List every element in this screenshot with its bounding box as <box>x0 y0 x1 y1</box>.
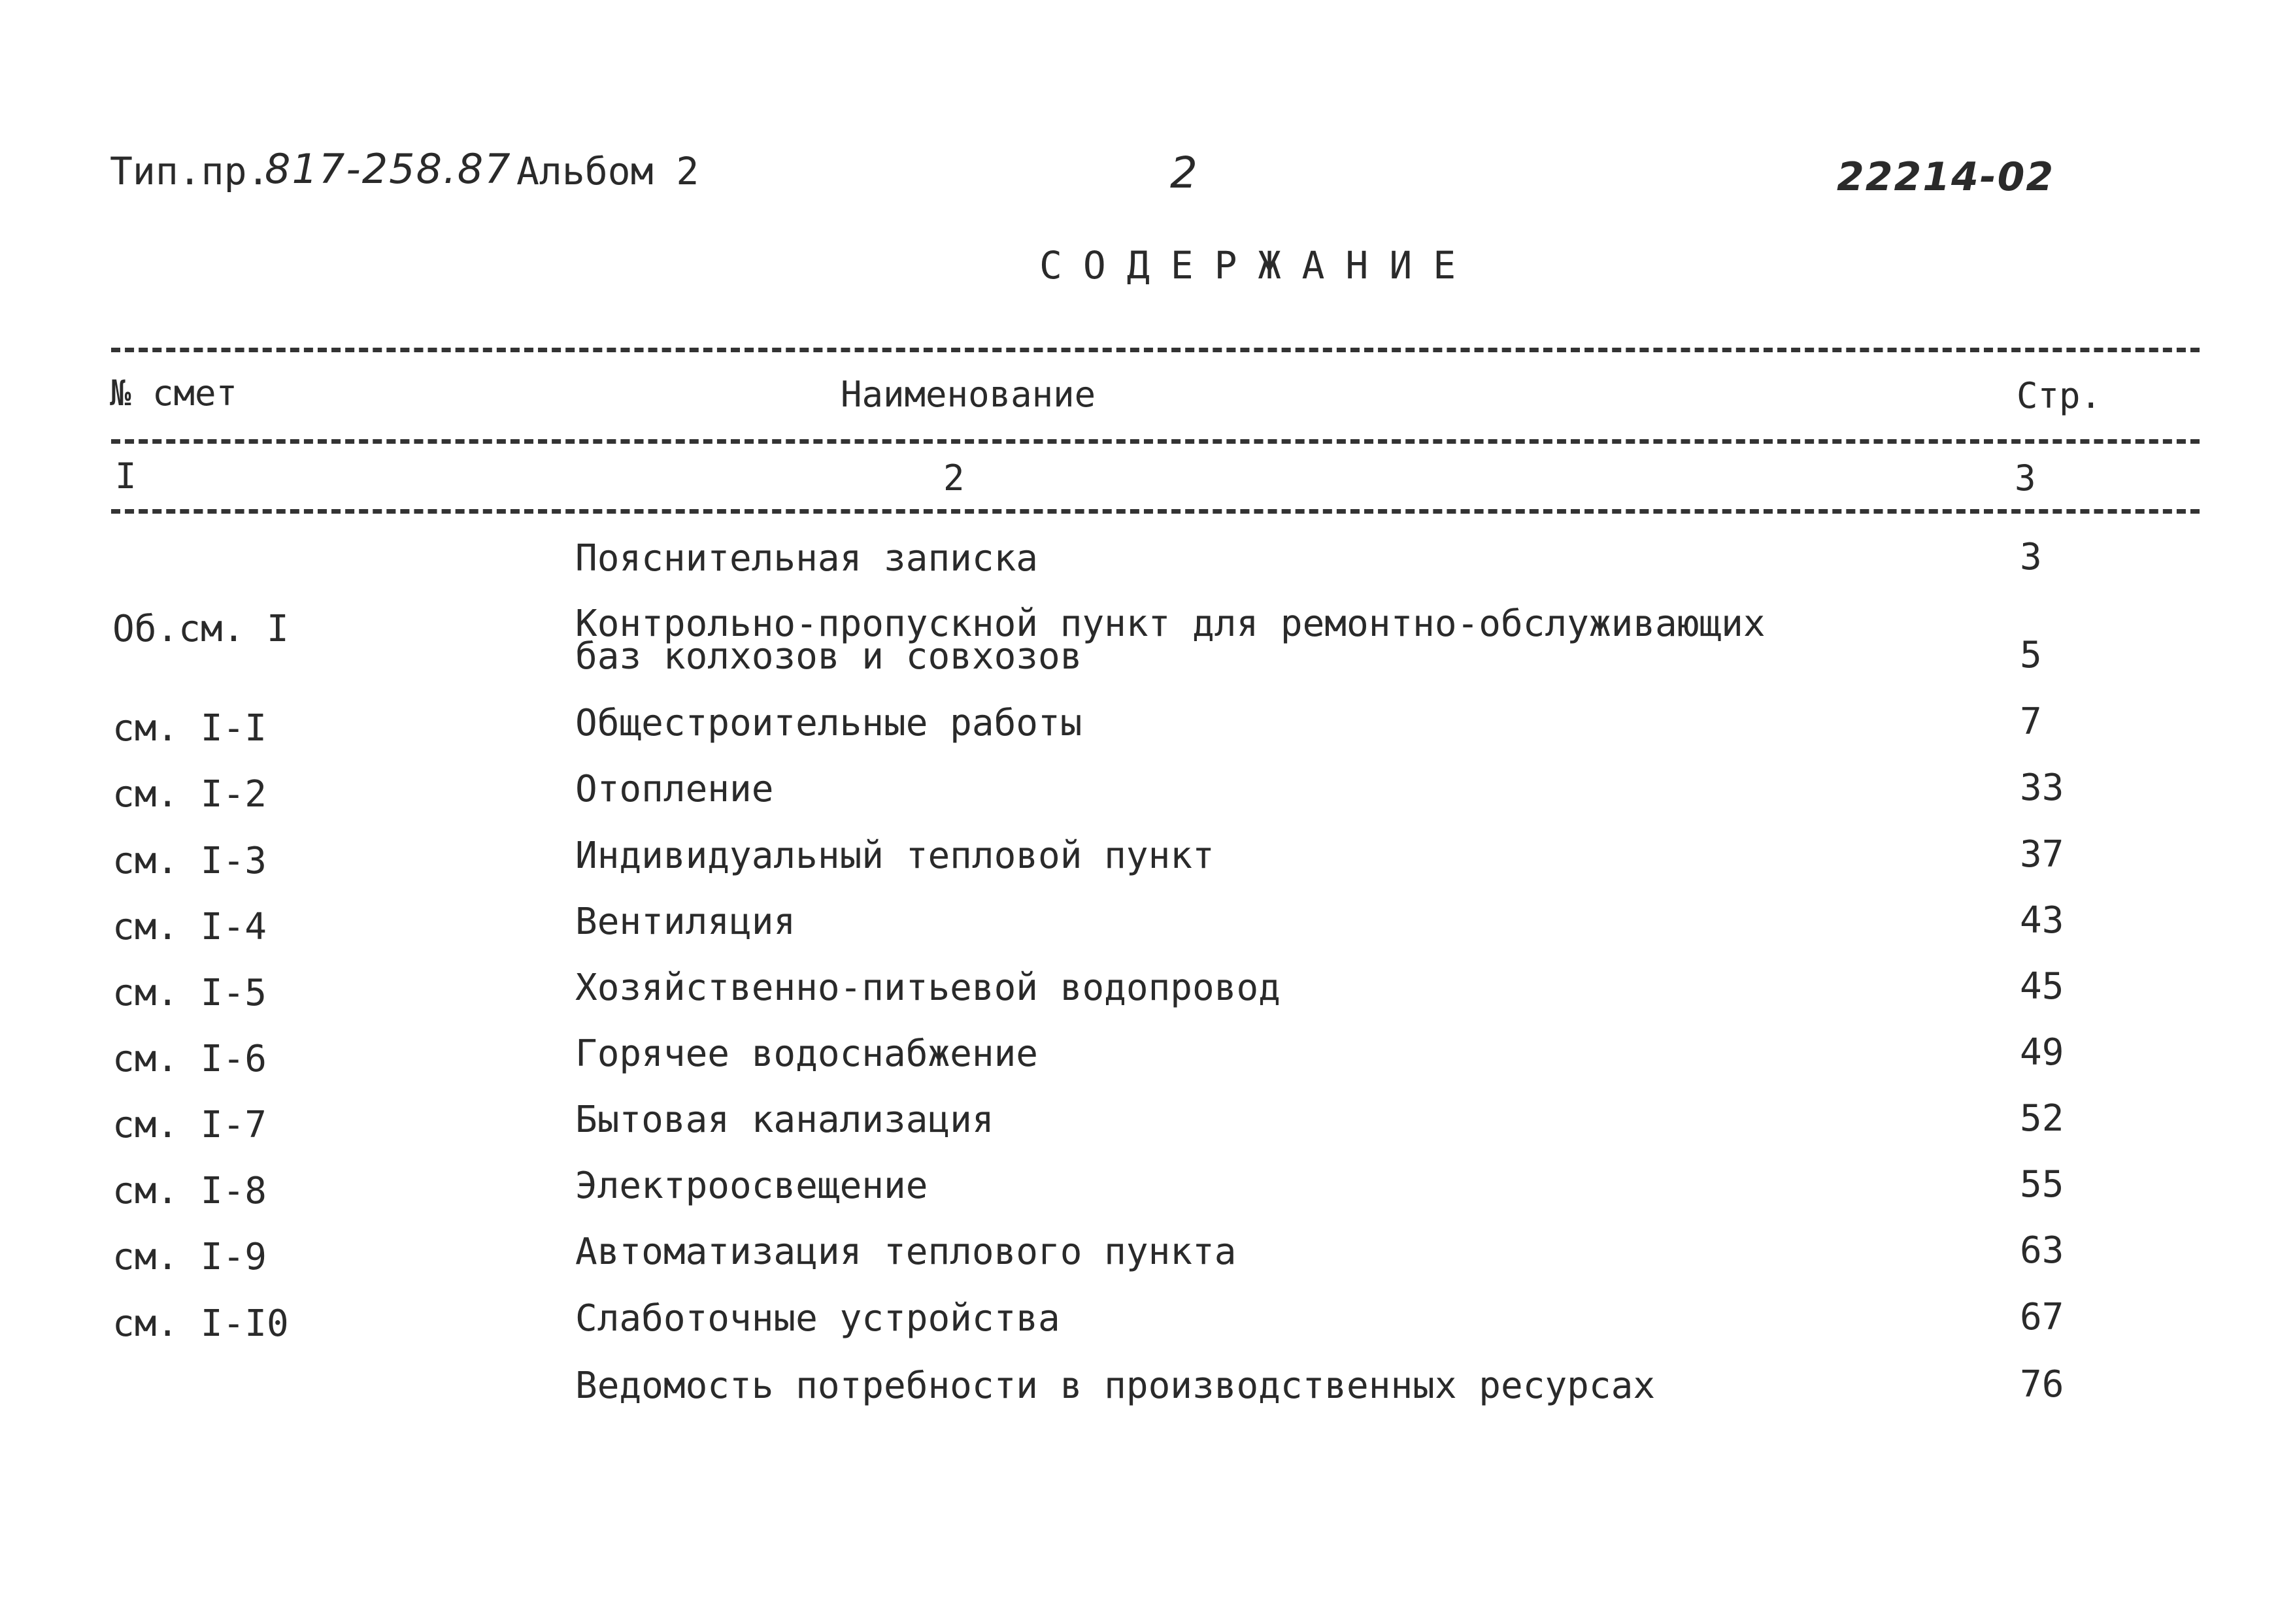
table-top-rule <box>111 348 2200 352</box>
page-ref: 3 <box>2020 536 2042 578</box>
section-name-line: Хозяйственно-питьевой водопровод <box>575 967 1281 1009</box>
page-number: 2 <box>1170 148 1199 198</box>
estimate-number: см. I-3 <box>112 840 267 882</box>
page-title: СОДЕРЖАНИЕ <box>1039 243 1477 288</box>
table-row <box>0 536 2295 605</box>
section-name <box>575 1165 928 1207</box>
table-row <box>0 1097 2295 1167</box>
section-name-line: Электроосвещение <box>575 1165 928 1207</box>
page-ref: 45 <box>2020 965 2064 1008</box>
section-name <box>575 603 1766 678</box>
section-name-line: Контрольно-пропускной пункт для ремонтно-обслуживающих <box>575 603 1766 645</box>
page-ref: 43 <box>2020 899 2064 942</box>
table-row <box>0 603 2295 678</box>
page-ref: 55 <box>2020 1163 2064 1206</box>
section-name-line: Вентиляция <box>575 901 796 943</box>
column-header-estimate-number: № смет <box>110 373 238 414</box>
column-header-name: Наименование <box>841 374 1096 415</box>
section-name <box>575 1365 1656 1407</box>
table-row <box>0 1031 2295 1101</box>
section-name-line: Ведомость потребности в производственных ресурсах <box>575 1365 1656 1407</box>
section-name <box>575 835 1215 877</box>
column-number-2: 2 <box>943 457 965 499</box>
table-row <box>0 1229 2295 1299</box>
estimate-number: см. I-6 <box>112 1038 267 1080</box>
estimate-number: см. I-I0 <box>112 1302 289 1345</box>
section-name <box>575 768 774 810</box>
estimate-number: см. I-I <box>112 707 267 750</box>
project-type-prefix: Тип.пр. <box>110 149 270 193</box>
column-number-3: 3 <box>2015 457 2036 499</box>
section-name <box>575 537 1039 580</box>
page-ref: 7 <box>2020 701 2042 743</box>
page-ref: 49 <box>2020 1031 2064 1074</box>
estimate-number: Об.см. I <box>112 608 289 650</box>
album-label: Альбом 2 <box>516 149 699 193</box>
page-ref: 67 <box>2020 1296 2064 1338</box>
section-name-line: баз колхозов и совхозов <box>575 635 1082 678</box>
section-name <box>575 967 1281 1009</box>
estimate-number: см. I-7 <box>112 1104 267 1146</box>
section-name-line: Автоматизация теплового пункта <box>575 1231 1237 1273</box>
table-header-rule <box>111 439 2200 444</box>
section-name-line: Слаботочные устройства <box>575 1297 1060 1340</box>
section-name-line: Пояснительная записка <box>575 537 1039 580</box>
section-name-line: Индивидуальный тепловой пункт <box>575 835 1215 877</box>
estimate-number: см. I-2 <box>112 773 267 816</box>
estimate-number: см. I-4 <box>112 906 267 948</box>
section-name <box>575 1099 994 1141</box>
table-row <box>0 1163 2295 1233</box>
table-row <box>0 701 2295 770</box>
page-ref: 63 <box>2020 1229 2064 1272</box>
page-ref: 52 <box>2020 1097 2064 1140</box>
section-name <box>575 1297 1060 1340</box>
page-ref: 76 <box>2020 1363 2064 1406</box>
section-name <box>575 702 1082 744</box>
page-ref: 33 <box>2020 767 2064 809</box>
document-number: 22214-02 <box>1837 154 2055 200</box>
table-numbers-rule <box>111 509 2200 514</box>
section-name <box>575 1033 1039 1075</box>
page-ref: 37 <box>2020 833 2064 876</box>
table-row <box>0 1363 2295 1433</box>
page-ref: 5 <box>2020 634 2042 676</box>
section-name-line: Отопление <box>575 768 774 810</box>
section-name-line: Общестроительные работы <box>575 702 1082 744</box>
column-header-page: Стр. <box>2017 375 2102 416</box>
table-row <box>0 1296 2295 1365</box>
table-row <box>0 899 2295 969</box>
table-row <box>0 833 2295 903</box>
estimate-number: см. I-8 <box>112 1170 267 1212</box>
estimate-number: см. I-5 <box>112 972 267 1014</box>
estimate-number: см. I-9 <box>112 1236 267 1278</box>
section-name-line: Бытовая канализация <box>575 1099 994 1141</box>
section-name-line: Горячее водоснабжение <box>575 1033 1039 1075</box>
project-code: 817-258.87 <box>265 145 512 193</box>
section-name <box>575 1231 1237 1273</box>
table-row <box>0 965 2295 1035</box>
table-row <box>0 767 2295 836</box>
section-name <box>575 901 796 943</box>
column-number-1: I <box>115 456 137 497</box>
